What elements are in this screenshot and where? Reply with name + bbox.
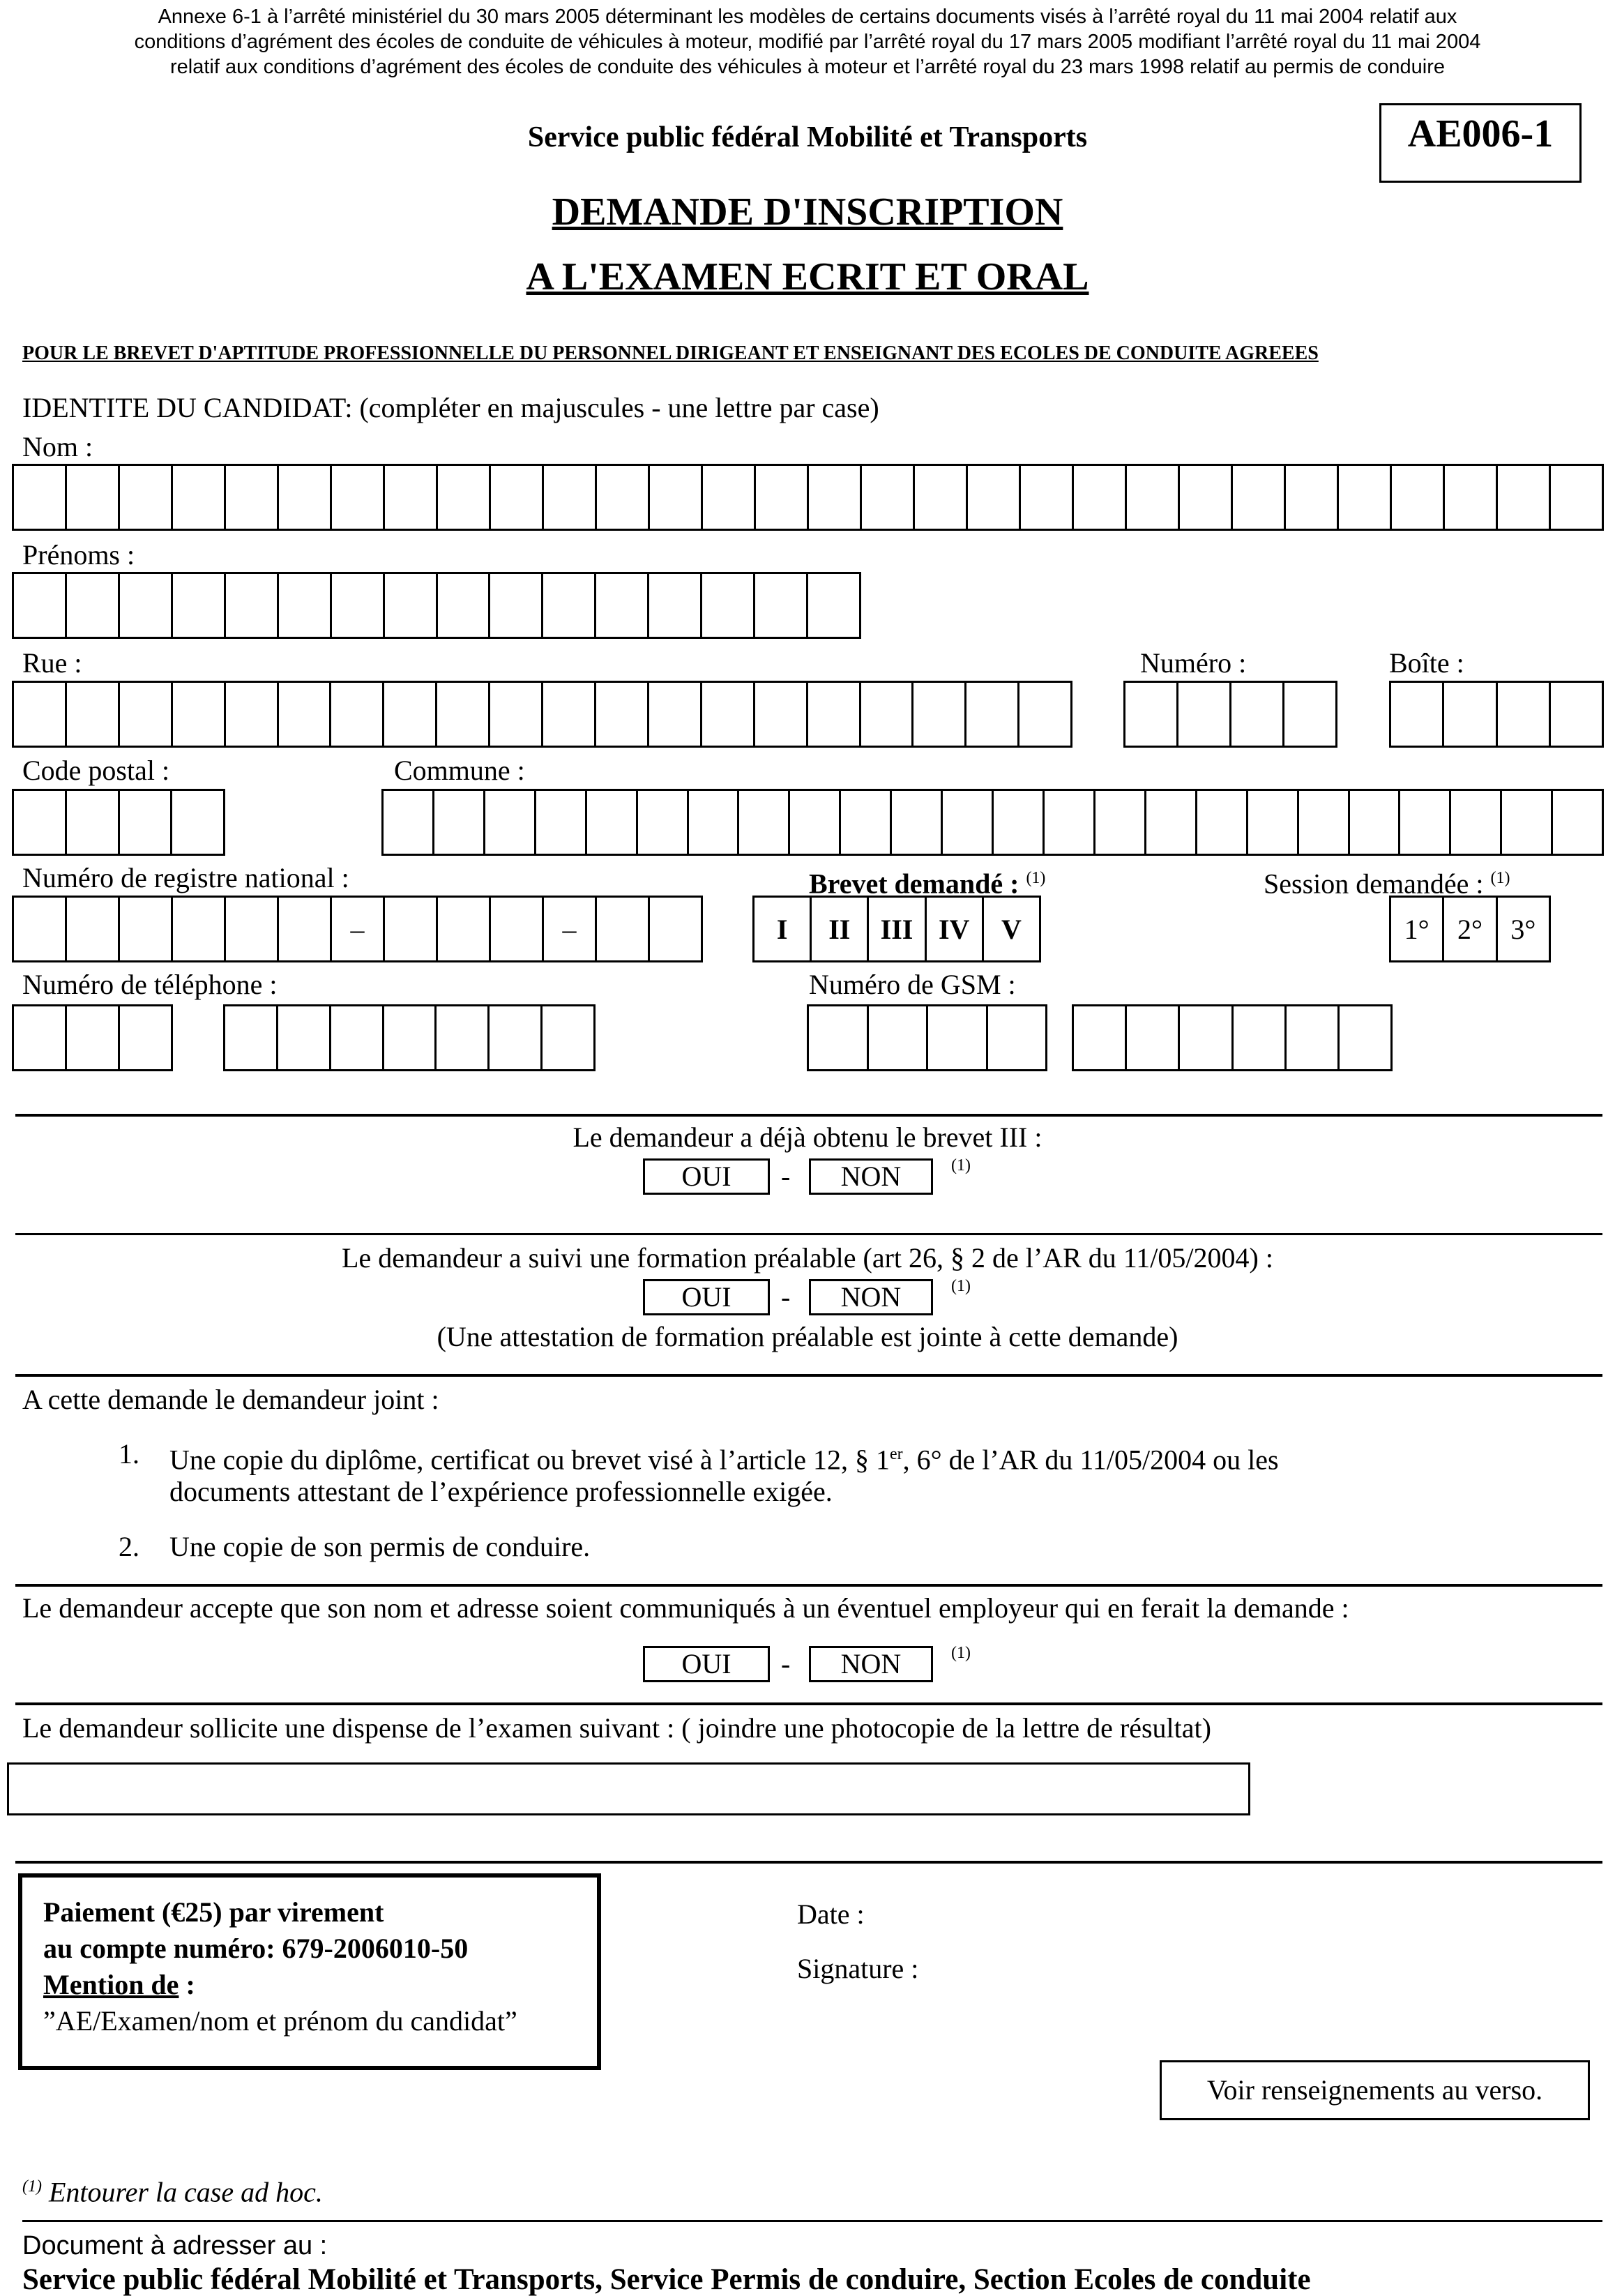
session-option-2[interactable]: 2° [1442, 898, 1495, 960]
form-code: AE006-1 [1379, 103, 1582, 183]
code-postal-label: Code postal : [22, 755, 170, 786]
registre-input-grid[interactable] [12, 896, 703, 962]
joint-item-1-text-end: , 6° de l’AR du 11/05/2004 ou les [902, 1444, 1279, 1476]
divider [15, 1584, 1602, 1587]
footnote-marker: (1) [22, 2177, 42, 2196]
form-subtitle: POUR LE BREVET D'APTITUDE PROFESSIONNELLE DU PERSONNEL DIRIGEANT ET ENSEIGNANT DES ECOLES DE CONDUITE AGREEES [22, 342, 1319, 364]
payment-mention [43, 1967, 597, 2003]
communication-oui-box[interactable]: OUI [643, 1646, 770, 1682]
identity-heading-title: IDENTITE DU CANDIDAT: [22, 392, 353, 423]
footnote [22, 2170, 323, 2208]
prenoms-input-grid[interactable] [12, 572, 861, 639]
joint-item-2: Une copie de son permis de conduire. [169, 1531, 591, 1562]
verso-notice: Voir renseignements au verso. [1160, 2060, 1590, 2120]
brevet-iii-oui-box[interactable]: OUI [643, 1158, 770, 1195]
identity-instruction: (compléter en majuscules - une lettre par case) [359, 392, 879, 423]
formation-oui-box[interactable]: OUI [643, 1279, 770, 1315]
boite-label: Boîte : [1389, 647, 1464, 679]
annex-reference [14, 4, 1601, 80]
numero-label: Numéro : [1140, 647, 1247, 679]
communication-non-box[interactable]: NON [809, 1646, 933, 1682]
superscript-er: er [889, 1445, 903, 1463]
joint-item-number: 1. [119, 1438, 139, 1470]
session-options [1389, 896, 1551, 962]
payment-line1: Paiement (€25) par virement [43, 1896, 384, 1928]
brevet-option-i[interactable]: I [776, 913, 788, 945]
question-formation: Le demandeur a suivi une formation préalable (art 26, § 2 de l’AR du 11/05/2004) : [342, 1242, 1273, 1274]
dispense-input[interactable] [7, 1762, 1250, 1815]
session-option-3[interactable]: 3° [1496, 898, 1549, 960]
annex-line: Annexe 6-1 à l’arrêté ministériel du 30 mars 2005 déterminant les modèles de certains documents visés à l’arrêté royal du 11 mai 2004 relatif aux [158, 6, 1457, 28]
joint-intro: A cette demande le demandeur joint : [22, 1384, 439, 1415]
footnote-ref: (1) [951, 1644, 971, 1662]
divider [15, 1114, 1602, 1117]
footnote-ref: (1) [951, 1156, 971, 1175]
question-communication: Le demandeur accepte que son nom et adresse soient communiqués à un éventuel employeur qui en ferait la demande : [22, 1592, 1349, 1624]
telephone-number-grid[interactable] [223, 1004, 596, 1071]
joint-item-1-line2: documents attestant de l’expérience professionnelle exigée. [169, 1476, 833, 1507]
divider [15, 1702, 1602, 1705]
commune-input-grid[interactable] [381, 789, 1604, 856]
service-name: Service public fédéral Mobilité et Transports [527, 121, 1088, 153]
gsm-prefix-grid[interactable] [807, 1004, 1047, 1071]
formation-non-box[interactable]: NON [809, 1279, 933, 1315]
choice-dash: - [781, 1648, 791, 1679]
divider [15, 1233, 1602, 1235]
choice-dash: - [781, 1281, 791, 1313]
brevet-label [809, 862, 1045, 900]
identity-heading [22, 392, 879, 424]
payment-mention-colon: : [179, 1969, 195, 2000]
payment-box [18, 1873, 601, 2070]
payment-mention-title: Mention de [43, 1969, 179, 2000]
gsm-number-grid[interactable] [1072, 1004, 1393, 1071]
annex-line: relatif aux conditions d’agrément des écoles de conduite des véhicules à moteur et l’arrêté royal du 23 mars 1998 relatif au permis de conduire [169, 56, 1446, 78]
brevet-option-iii[interactable]: III [867, 898, 924, 960]
telephone-prefix-grid[interactable] [12, 1004, 173, 1071]
rue-label: Rue : [22, 647, 82, 679]
prenoms-label: Prénoms : [22, 539, 135, 571]
gsm-label: Numéro de GSM : [809, 969, 1016, 1000]
signature-label: Signature : [797, 1953, 919, 1984]
footnote-ref: (1) [951, 1277, 971, 1295]
annex-line: conditions d’agrément des écoles de conduite de véhicules à moteur, modifié par l’arrêté royal du 17 mars 2005 modifiant l’arrêté royal du 11 mai 2004 [134, 31, 1481, 53]
footnote-text: Entourer la case ad hoc. [48, 2176, 323, 2208]
telephone-label: Numéro de téléphone : [22, 969, 278, 1000]
footnote-ref: (1) [1490, 869, 1510, 887]
address-intro: Document à adresser au : [22, 2231, 328, 2260]
date-label: Date : [797, 1898, 865, 1930]
question-brevet-iii: Le demandeur a déjà obtenu le brevet III : [573, 1121, 1042, 1153]
registre-separator: – [542, 898, 595, 960]
brevet-option-ii[interactable]: II [810, 898, 867, 960]
choice-dash: - [781, 1161, 791, 1192]
joint-item-1 [169, 1438, 1279, 1476]
brevet-iii-non-box[interactable]: NON [809, 1158, 933, 1195]
joint-item-1-text: Une copie du diplôme, certificat ou brevet visé à l’article 12, § 1 [169, 1444, 890, 1476]
numero-input-grid[interactable] [1123, 681, 1337, 748]
form-title-line2: A L'EXAMEN ECRIT ET ORAL [526, 255, 1089, 299]
payment-communication: ”AE/Examen/nom et prénom du candidat” [43, 2005, 517, 2037]
divider [15, 1861, 1602, 1864]
footnote-ref: (1) [1026, 869, 1046, 887]
session-label [1264, 862, 1510, 900]
registre-label: Numéro de registre national : [22, 862, 349, 893]
session-option-1[interactable]: 1° [1404, 913, 1430, 945]
brevet-options [752, 896, 1041, 962]
nom-label: Nom : [22, 431, 93, 462]
joint-item-number: 2. [119, 1531, 139, 1562]
boite-input-grid[interactable] [1389, 681, 1604, 748]
code-postal-input-grid[interactable] [12, 789, 225, 856]
footnote-divider [22, 2220, 1602, 2222]
address-recipient: Service public fédéral Mobilité et Transports, Service Permis de conduire, Section Ecoles de conduite [22, 2263, 1311, 2296]
brevet-option-v[interactable]: V [982, 898, 1039, 960]
formation-note: (Une attestation de formation préalable est jointe à cette demande) [437, 1321, 1178, 1352]
payment-account: au compte numéro: 679-2006010-50 [43, 1933, 469, 1964]
question-dispense: Le demandeur sollicite une dispense de l’examen suivant : ( joindre une photocopie de la lettre de résultat) [22, 1712, 1211, 1744]
divider [15, 1374, 1602, 1377]
session-label-text: Session demandée : [1264, 868, 1484, 900]
registre-separator: – [330, 898, 383, 960]
nom-input-grid[interactable] [12, 464, 1604, 531]
commune-label: Commune : [394, 755, 525, 786]
brevet-label-text: Brevet demandé : [809, 868, 1019, 900]
brevet-option-iv[interactable]: IV [925, 898, 982, 960]
rue-input-grid[interactable] [12, 681, 1072, 748]
form-title-line1: DEMANDE D'INSCRIPTION [552, 190, 1063, 234]
